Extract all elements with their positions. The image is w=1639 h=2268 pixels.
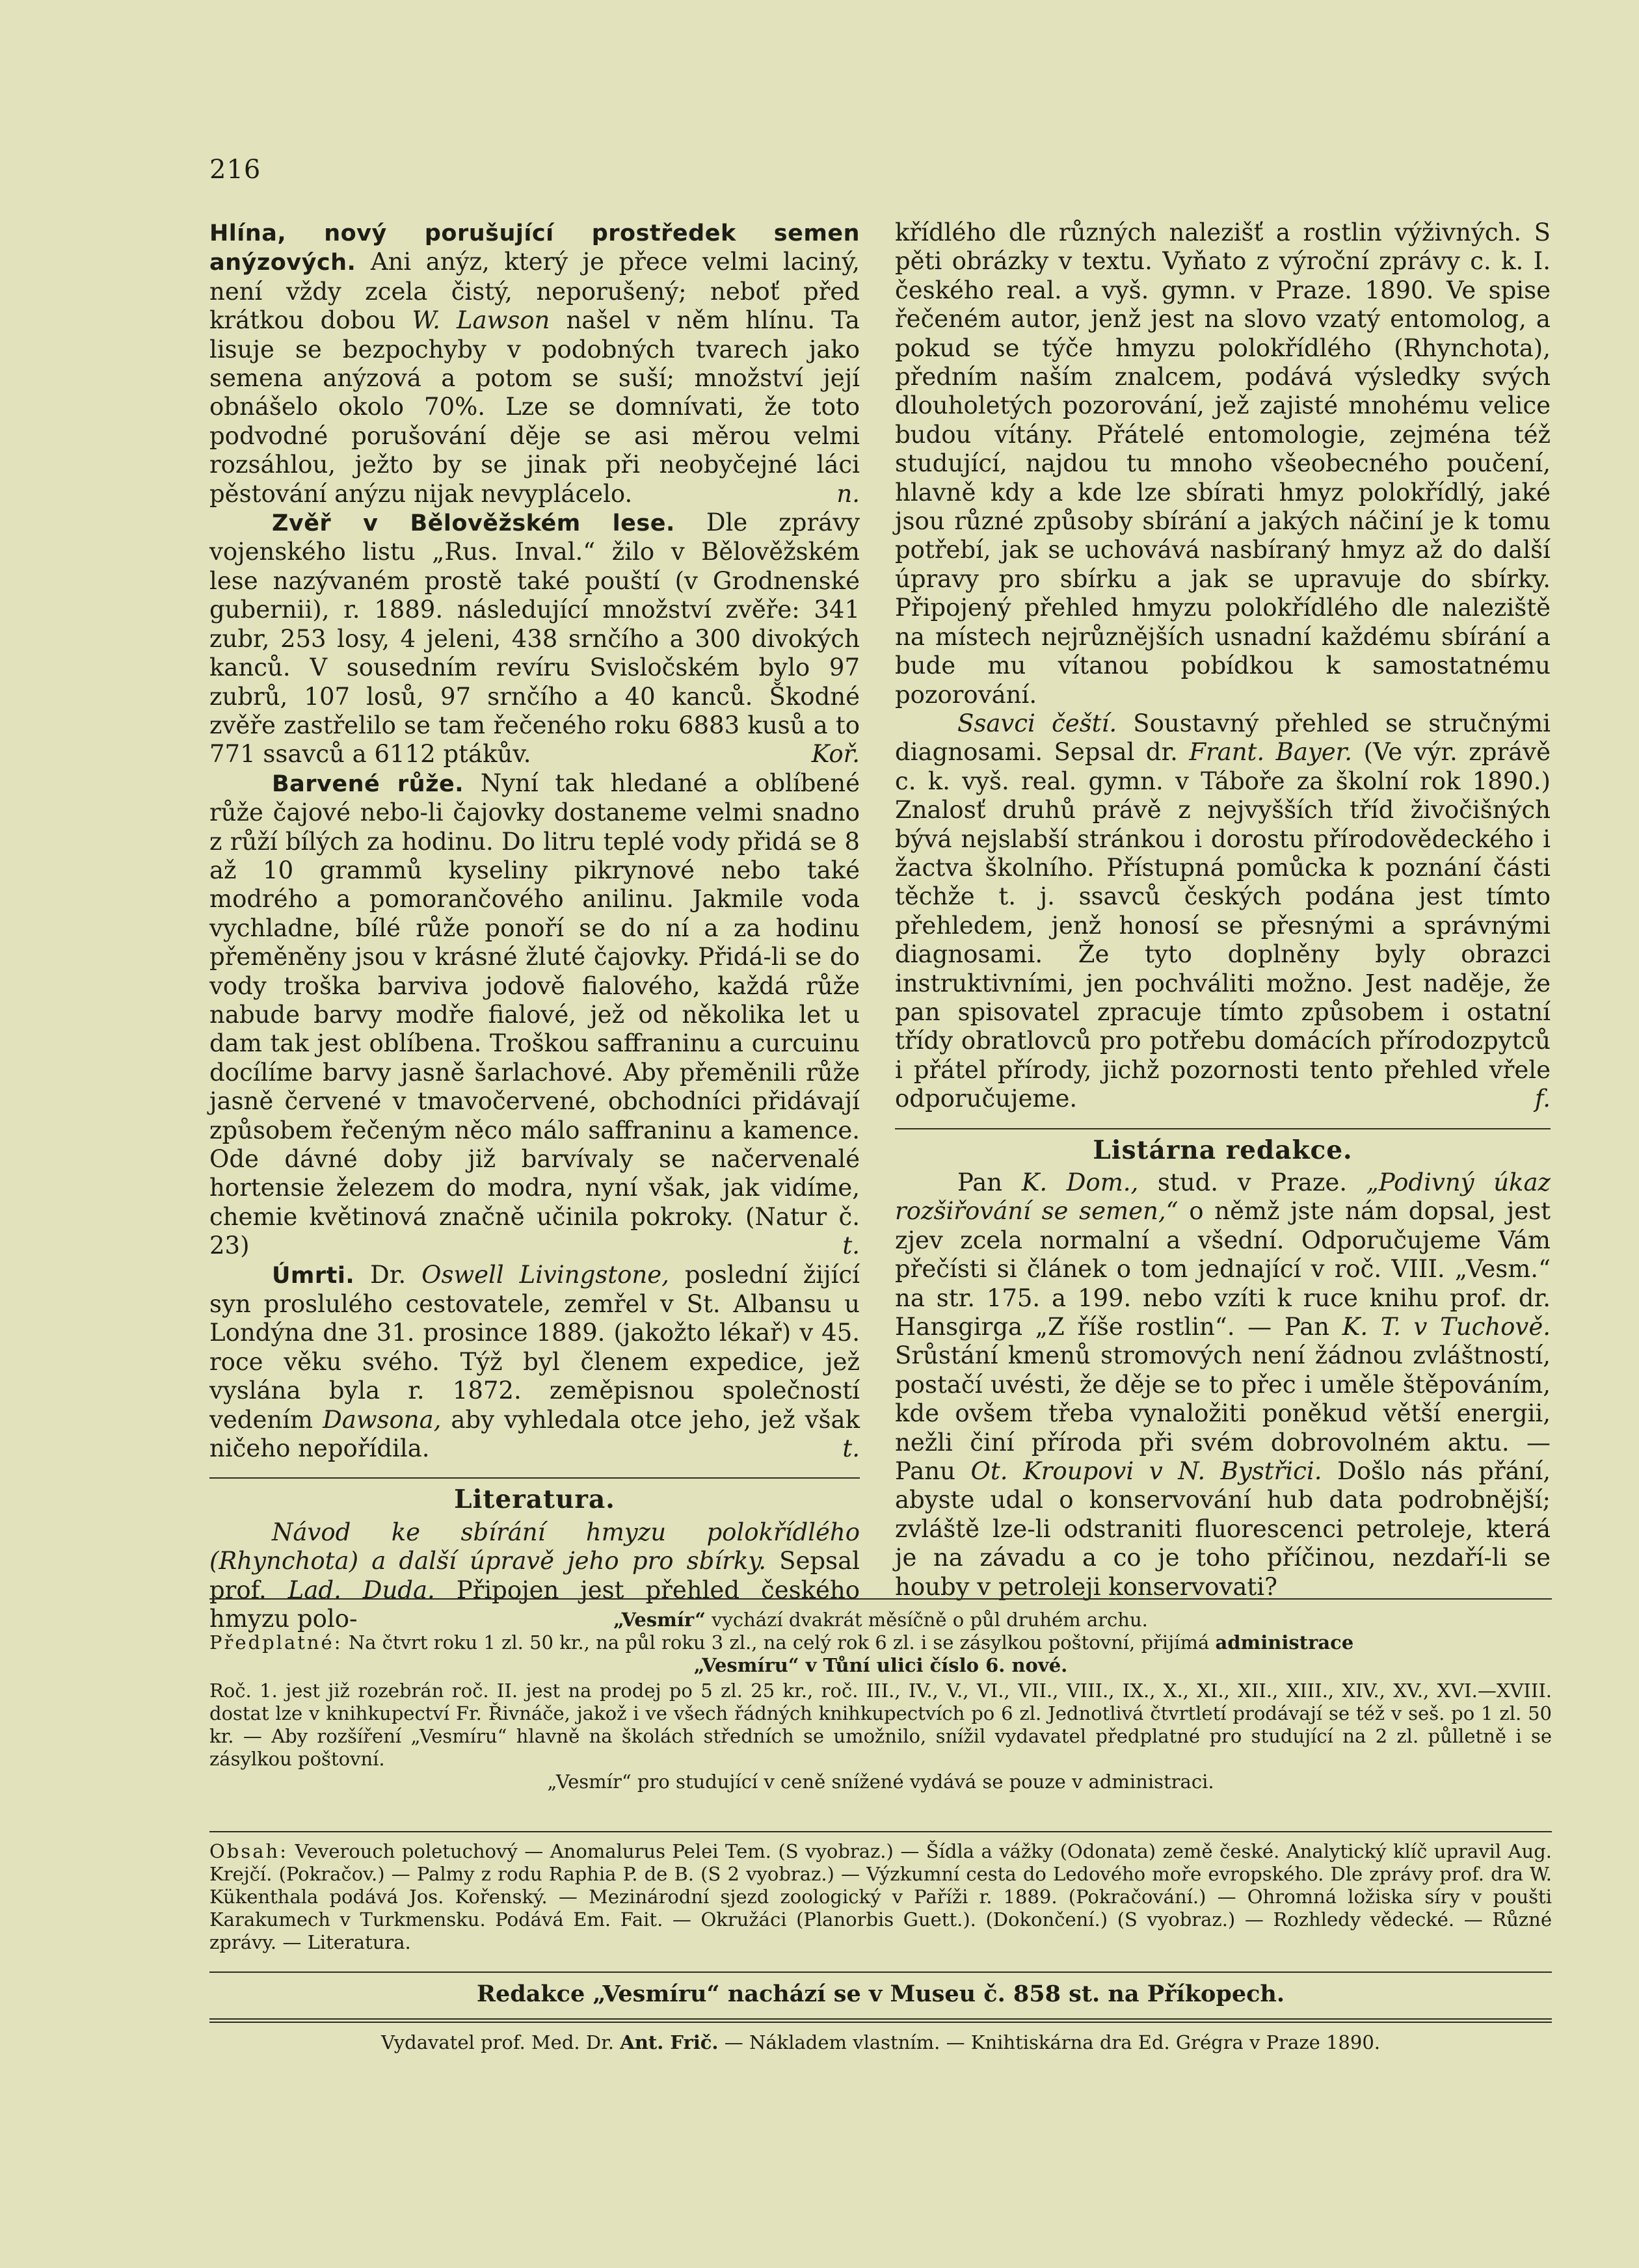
section-divider (895, 1128, 1551, 1129)
footer-bold: „Vesmíru“ v Tůní ulici číslo 6. nové. (693, 1654, 1068, 1676)
admin-address (209, 1654, 1552, 1677)
signature: t. (842, 1232, 860, 1260)
footer-text: Vydavatel prof. Med. Dr. (380, 2031, 620, 2053)
redakce-line (209, 1981, 1552, 2008)
footer-rule (209, 1598, 1552, 1600)
listarna-text (895, 1168, 1551, 1602)
right-column (895, 218, 1551, 1602)
article-umrti (209, 1261, 860, 1464)
article-ssavci (895, 709, 1551, 1114)
footer-rule (209, 2018, 1552, 2020)
article-text: Sepsal prof. (209, 1547, 860, 1604)
subscription-info (209, 1609, 1552, 1793)
article-text: Srůstání kmenů stromových není žádnou zvláštností, postačí uvésti, že děje se to přec i uměle štěpováním, kde ovšem třeba vynaložiti poněkud větší energii, nežli činí příroda při svém dobrovolném aktu. — Panu (895, 1341, 1551, 1486)
literatura-heading: Literatura. (454, 1484, 615, 1515)
predplatne-line (209, 1631, 1552, 1654)
article-text: Pan (957, 1168, 1022, 1196)
rocniky-info: Roč. 1. jest již rozebrán roč. II. jest na prodej po 5 zl. 25 kr., roč. III., IV., V., VI., VII., VIII., IX., X., XI., XII., XIII., XIV., XV., XVI.—XVIII. dostat lze v knihkupectví Fr. Řivnáče, jakož i ve všech řádných knihkupectvích po 6 zl. Jednotlivá čtvrtletí prodávají se též v seš. po 1 zl. 50 kr. — Aby rozšíření „Vesmíru“ hlavně na školách středních se umožnilo, snížil vydavatel předplatné pro studující na 2 zl. půlletně i se zásylkou poštovní. (209, 1680, 1552, 1770)
obsah-text (209, 1840, 1552, 1954)
vesmir-line (209, 1609, 1552, 1631)
article-text: stud. v Praze. (1138, 1168, 1366, 1196)
obsah-block (209, 1840, 1552, 1954)
footer-rule (209, 1831, 1552, 1832)
article-text: Nyní tak hledané a oblíbené růže čajové nebo-li čajovky dostaneme velmi snadno z růží bílých za hodinu. Do litru teplé vody přidá se 8 až 10 grammů kyseliny pikrynové nebo také modrého a pomorančového anilinu. Jakmile voda vychladne, bílé růže ponoří se do ní a za hodinu přeměněny jsou v krásné žluté čajovky. Přidá-li se do vody troška barviva jodově fialového, každá růže nabude barvy modře fialové, jež od několika let u dam tak jest oblíbena. Troškou saffraninu a curcuinu docílíme barvy jasně šarlachové. Aby přeměnili růže jasně červené v tmavočervené, obchodníci přidávají způsobem řečeným něco málo saffraninu a kamence. Ode dávné doby již barvívaly se načervenalé hortensie železem do modra, nyní však, jak vidíme, chemie květinová značně učinila pokroky. (Natur č. 23) (209, 769, 860, 1260)
article-text: Došlo nás přání, abyste udal o konservování hub data podrobnější; zvláště lze-li odstraniti fluorescenci petroleje, která je na závadu a co je toho příčinou, nezdaří-li se houby v petroleji konservovati? (895, 1457, 1551, 1601)
article-ruze (209, 769, 860, 1261)
footer-text: vychází dvakrát měsíčně o půl druhém archu. (705, 1609, 1148, 1631)
person-name: K. Dom., (1021, 1168, 1139, 1196)
book-title: Návod ke sbírání hmyzu polokřídlého (Rhynchota) a další úpravě jeho pro sbírky. (209, 1518, 860, 1576)
left-column (209, 218, 860, 1634)
article-text: Soustavný přehled se stručnými diagnosami. Sepsal dr. (895, 709, 1551, 767)
article-heading: Zvěř v Bělověžském lese. (272, 510, 675, 537)
journal-name: „Vesmír“ (613, 1609, 706, 1631)
footer-text: Veverouch poletuchový — Anomalurus Pelei Tem. (S vyobraz.) — Šídla a vážky (Odonata) země české. Analytický klíč upravil Aug. Krejčí. (Pokračov.) — Palmy z rodu Raphia P. de B. (S 2 vyobraz.) — Výzkumní cesta do Ledového moře evropského. Dle zprávy prof. dra W. Kükenthala podává Jos. Kořenský. — Mezinárodní sjezd zoologický v Paříži r. 1889. (Pokračování.) — Ohromná ložiska síry v poušti Karakumech v Turkmensku. Podává Em. Fait. — Okružáci (Planorbis Guett.). (Dokončení.) (S vyobraz.) — Rozhledy vědecké. — Různé zprávy. — Literatura. (209, 1840, 1552, 1953)
footer-bold: Ant. Frič. (620, 2031, 719, 2053)
article-heading: Barvené růže. (272, 771, 464, 797)
article-text: Připojen jest přehled českého hmyzu polo- (209, 1576, 860, 1633)
article-text: (Ve výr. zprávě c. k. vyš. real. gymn. v Táboře za školní rok 1890.) Znalosť druhů právě z nejvyšších tříd živočišných bývá nejslabší stránkou i dorostu přírodovědeckého i žactva školního. Přístupná pomůcka k poznání části těchže t. j. ssavců českých podána jest tímto přehledem, jenž honosí se přesnými a správnými diagnosami. Že tyto doplněny byly obrazci instruktivními, jen pochváliti možno. Jest naděje, že pan spisovatel zpracuje tímto způsobem i ostatní třídy obratlovců pro potřebu domácích přírodozpytců i přátel přírody, jichž pozornosti tento přehled vřele odporučujeme. (895, 738, 1551, 1113)
signature: n. (836, 479, 860, 508)
article-hlina (209, 218, 860, 508)
article-heading: Hlína, nový porušující prostředek semen anýzových. (209, 220, 860, 276)
redakce-text: Redakce „Vesmíru“ nachází se v Museu č. 858 st. na Příkopech. (476, 1981, 1285, 2007)
person-name: Oswell Livingstone, (421, 1260, 669, 1289)
article-text: Ani anýz, který je přece velmi laciný, není vždy zcela čistý, neporušený; neboť před krátkou dobou (209, 248, 860, 335)
book-title: Ssavci čeští. (957, 709, 1117, 737)
footer-label: Předplatné: (209, 1631, 343, 1654)
person-name: Ot. Kroupovi v N. Bystřici. (970, 1457, 1322, 1486)
article-text: našel v něm hlínu. Ta lisuje se bezpochyby v podobných tvarech jako semena anýzová a potom se suší; množství její obnášelo okolo 70%. Lze se domnívati, že toto podvodné porušování děje se asi měrou velmi rozsáhlou, ježto by se jinak při neobyčejné láci pěstování anýzu nijak nevyplácelo. (209, 306, 860, 508)
article-heading: Úmrti. (272, 1262, 355, 1289)
section-divider (209, 1477, 860, 1479)
footer-rule (209, 2022, 1552, 2023)
person-name: Dawsona, (323, 1405, 442, 1434)
article-text: o němž jste nám dopsal, jest zjev zcela normalní a všední. Odporučujeme Vám přečísti si článek o tom jednající v roč. VIII. „Vesm.“ na str. 175. a 199. nebo vzíti k ruce knihu prof. dr. Hansgirga „Z říše rostlin“. — Pan (895, 1197, 1551, 1341)
vydavatel-line (209, 2031, 1552, 2054)
signature: t. (842, 1434, 860, 1463)
footer-bold: administrace (1215, 1631, 1354, 1654)
page-number: 216 (209, 155, 261, 185)
article-zver (209, 508, 860, 769)
footer-rule (209, 1971, 1552, 1973)
footer-label: Obsah: (209, 1840, 288, 1862)
article-text: poslední žijící syn proslulého cestovatele, zemřel v St. Albansu u Londýna dne 31. prosince 1889. (jakožto lékař) v 45. roce věku svého. Týž byl členem expedice, jež vyslána byla r. 1872. zeměpisnou společností vedením (209, 1260, 860, 1434)
author-name: Frant. Bayer. (1189, 738, 1353, 767)
signature: Koř. (811, 740, 860, 769)
studujici-line: „Vesmír“ pro studující v ceně snížené vydává se pouze v administraci. (547, 1771, 1214, 1793)
footer-text: Na čtvrt roku 1 zl. 50 kr., na půl roku 3 zl., na celý rok 6 zl. i se zásylkou poštovní, přijímá (342, 1631, 1216, 1654)
author-name: W. Lawson (412, 306, 550, 335)
literatura-continued: křídlého dle různých nalezišť a rostlin výživných. S pěti obrázky v textu. Vyňato z výroční zprávy c. k. I. českého real. a vyš. gymn. v Praze. 1890. Ve spise řečeném autor, jenž jest na slovo vzatý entomolog, a pokud se týče hmyzu polokřídlého (Rhynchota), předním naším znalcem, podává výsledky svých dlouholetých pozorování, jež zajisté mnohému velice budou vítány. Přátelé entomologie, zejména též studující, najdou tu mnoho všeobecného poučení, hlavně kdy a kde lze sbírati hmyz polokřídlý, jaké jsou různé způsoby sbírání a jakých náčiní je k tomu potřebí, jak se uchovává nasbíraný hmyz až do další úpravy pro sbírku a jak se upravuje do sbírky. Připojený přehled hmyzu polokřídlého dle naleziště na místech nejrůznějších usnadní každému sbírání a bude mu vítanou pobídkou k samostatnému pozorování. (895, 218, 1551, 709)
article-text: Dle zprávy vojenského listu „Rus. Inval.“ žilo v Bělověžském lese nazývaném prostě také pouští (v Grodnenské gubernii), r. 1889. následující množství zvěře: 341 zubr, 253 losy, 4 jeleni, 438 srnčího a 300 divokých kanců. V sousedním revíru Svisločském bylo 97 zubrů, 107 losů, 97 srnčího a 40 kanců. Škodné zvěře zastřelilo se tam řečeného roku 6883 kusů a to 771 ssavců a 6112 ptákův. (209, 508, 860, 769)
article-text: Dr. (354, 1260, 422, 1289)
quote: „Podivný úkaz rozšiřování se semen,“ (895, 1168, 1551, 1226)
signature: f. (1534, 1085, 1551, 1113)
footer-text: — Nákladem vlastním. — Knihtiskárna dra Ed. Grégra v Praze 1890. (718, 2031, 1380, 2053)
listarna-heading: Listárna redakce. (1093, 1135, 1353, 1165)
article-text: aby vyhledala otce jeho, jež však ničeho nepořídila. (209, 1405, 860, 1463)
author-name: Lad. Duda. (287, 1576, 435, 1604)
person-name: K. T. v Tuchově. (1342, 1313, 1551, 1341)
